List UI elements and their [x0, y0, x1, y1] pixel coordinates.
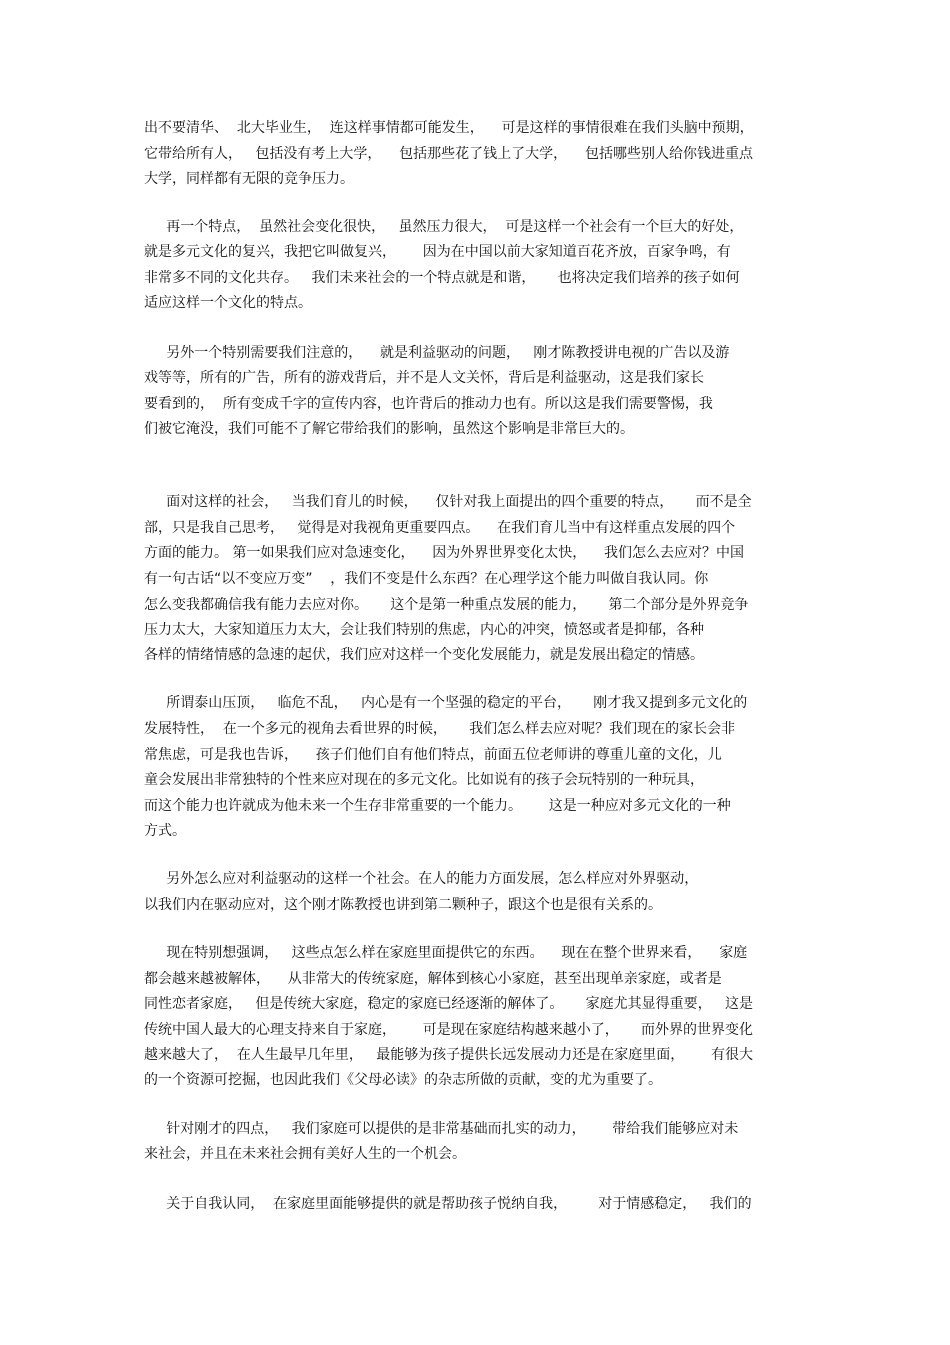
text-line: 要看到的， 所有变成千字的宣传内容，也许背后的推动力也有。所以这是我们需要警惕，我: [144, 396, 713, 412]
text-line: 都会越来越被解体， 从非常大的传统家庭，解体到核心小家庭，甚至出现单亲家庭，或者是: [144, 971, 722, 987]
text-line: 而这个能力也许就成为他未来一个生存非常重要的一个能力。 这是一种应对多元文化的一种: [144, 798, 731, 814]
text-line: 针对刚才的四点， 我们家庭可以提供的是非常基础而扎实的动力， 带给我们能够应对未: [144, 1121, 739, 1137]
text-line: 越来越大了， 在人生最早几年里， 最能够为孩子提供长远发展动力还是在家庭里面， 有很大: [144, 1047, 753, 1063]
text-line: 各样的情绪情感的急速的起伏，我们应对这样一个变化发展能力，就是发展出稳定的情感。: [144, 647, 704, 663]
text-line: 常焦虑，可是我也告诉， 孩子们他们自有他们特点，前面五位老师讲的尊重儿童的文化，儿: [144, 747, 722, 763]
text-line: 有一句古话“以不变应万变” ，我们不变是什么东西？在心理学这个能力叫做自我认同。你: [144, 571, 709, 587]
text-line: 关于自我认同， 在家庭里面能够提供的就是帮助孩子悦纳自我， 对于情感稳定， 我们的: [144, 1196, 752, 1212]
text-line: 怎么变我都确信我有能力去应对你。 这个是第一种重点发展的能力， 第二个部分是外界竞争: [144, 597, 749, 613]
text-line: 就是多元文化的复兴，我把它叫做复兴， 因为在中国以前大家知道百花齐放，百家争鸣，有: [144, 244, 731, 260]
text-line: 戏等等，所有的广告，所有的游戏背后，并不是人文关怀，背后是利益驱动，这是我们家长: [144, 370, 704, 386]
text-line: 方式。: [144, 823, 186, 839]
text-line: 方面的能力。 第一如果我们应对急速变化， 因为外界世界变化太快， 我们怎么去应对？中国: [144, 545, 745, 561]
text-line: 压力太大，大家知道压力太大，会让我们特别的焦虑，内心的冲突，愤怒或者是抑郁，各种: [144, 622, 704, 638]
text-line: 出不要清华、 北大毕业生， 连这样事情都可能发生， 可是这样的事情很难在我们头脑中预期，: [144, 120, 754, 136]
text-line: 非常多不同的文化共存。 我们未来社会的一个特点就是和谐， 也将决定我们培养的孩子如何: [144, 270, 740, 286]
text-line: 发展特性， 在一个多元的视角去看世界的时候， 我们怎么样去应对呢？我们现在的家长会非: [144, 721, 736, 737]
text-line: 另外怎么应对利益驱动的这样一个社会。在人的能力方面发展，怎么样应对外界驱动，: [144, 871, 699, 887]
text-line: 传统中国人最大的心理支持来自于家庭， 可是现在家庭结构越来越小了， 而外界的世界变化: [144, 1022, 753, 1038]
text-line: 部，只是我自己思考， 觉得是对我视角更重要四点。 在我们育儿当中有这样重点发展的四个: [144, 520, 736, 536]
text-line: 们被它淹没，我们可能不了解它带给我们的影响，虽然这个影响是非常巨大的。: [144, 421, 634, 437]
text-line: 来社会，并且在未来社会拥有美好人生的一个机会。: [144, 1146, 466, 1162]
text-line: 所谓泰山压顶， 临危不乱， 内心是有一个坚强的稳定的平台， 刚才我又提到多元文化的: [144, 695, 748, 711]
text-line: 同性恋者家庭， 但是传统大家庭，稳定的家庭已经逐渐的解体了。 家庭尤其显得重要， 这是: [144, 996, 753, 1012]
text-line: 另外一个特别需要我们注意的， 就是利益驱动的问题， 刚才陈教授讲电视的广告以及游: [144, 345, 730, 361]
text-line: 的一个资源可挖掘，也因此我们《父母必读》的杂志所做的贡献，变的尤为重要了。: [144, 1072, 662, 1088]
text-line: 它带给所有人， 包括没有考上大学， 包括那些花了钱上了大学， 包括哪些别人给你钱进重点: [144, 146, 753, 162]
text-line: 大学，同样都有无限的竞争压力。: [144, 171, 354, 187]
text-line: 童会发展出非常独特的个性来应对现在的多元文化。比如说有的孩子会玩特别的一种玩具，: [144, 772, 704, 788]
text-line: 再一个特点， 虽然社会变化很快， 虽然压力很大， 可是这样一个社会有一个巨大的好处，: [144, 219, 744, 235]
text-line: 适应这样一个文化的特点。: [144, 295, 312, 311]
text-line: 以我们内在驱动应对，这个刚才陈教授也讲到第二颗种子，跟这个也是很有关系的。: [144, 897, 662, 913]
text-line: 面对这样的社会， 当我们育儿的时候， 仅针对我上面提出的四个重要的特点， 而不是全: [144, 494, 752, 510]
text-line: 现在特别想强调， 这些点怎么样在家庭里面提供它的东西。 现在在整个世界来看， 家庭: [144, 945, 748, 961]
